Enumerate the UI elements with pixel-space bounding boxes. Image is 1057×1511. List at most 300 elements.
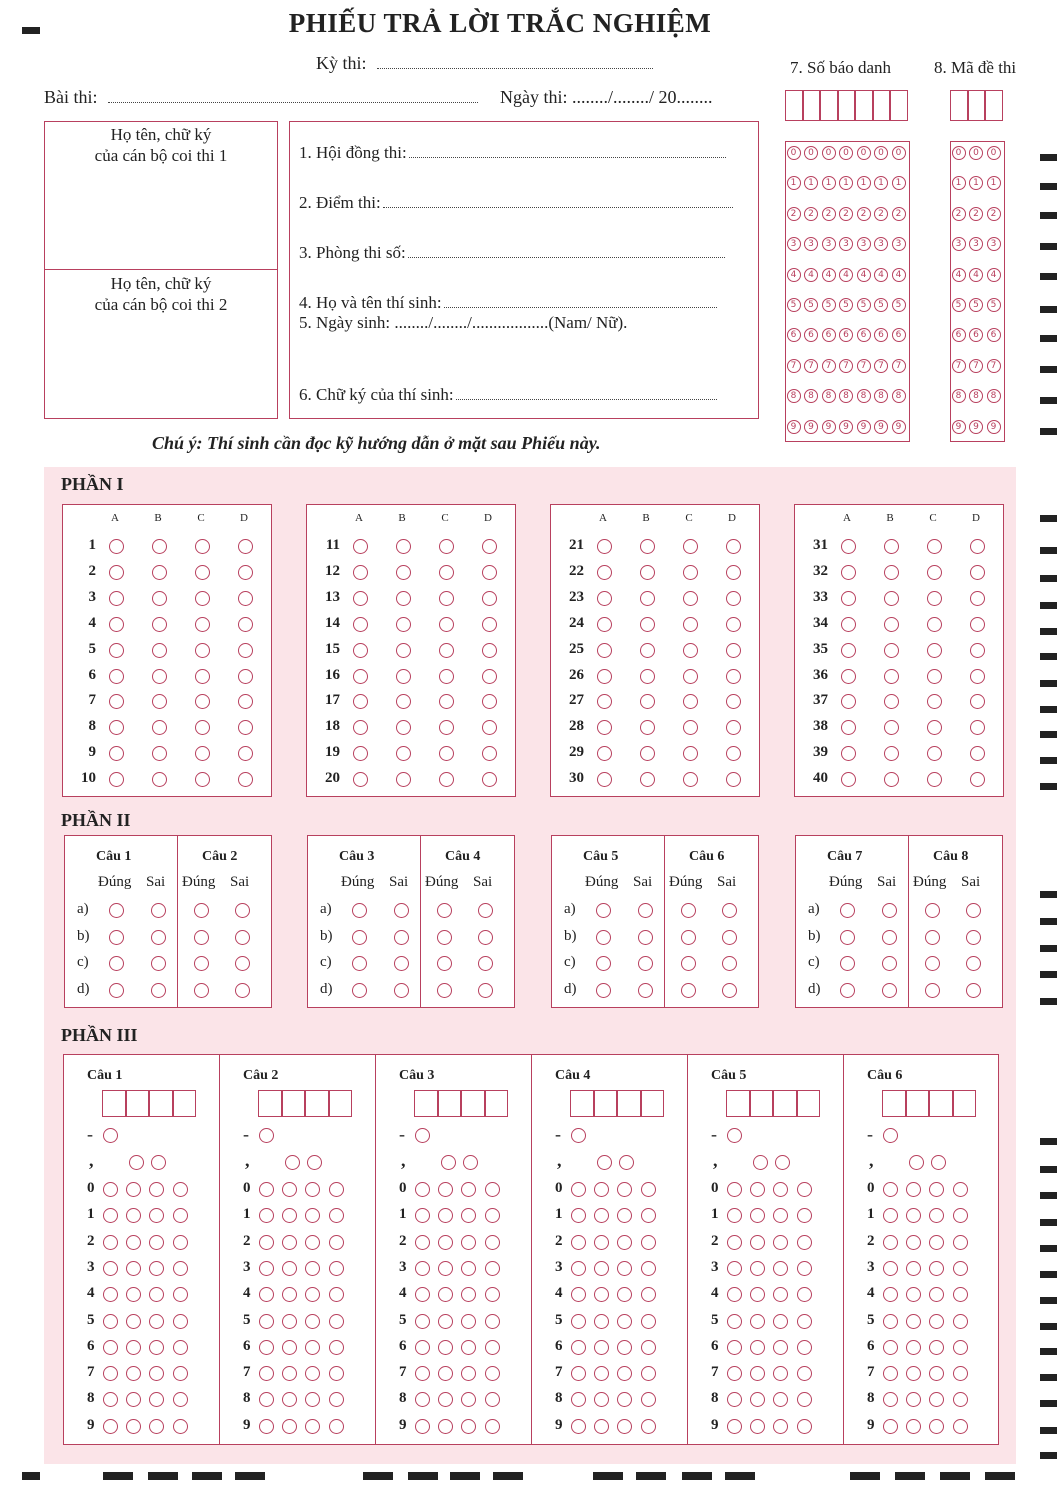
part3-digit-bubble[interactable] bbox=[485, 1392, 500, 1407]
part1-answer-bubble[interactable] bbox=[683, 591, 698, 606]
part1-answer-bubble[interactable] bbox=[152, 591, 167, 606]
part1-answer-bubble[interactable] bbox=[640, 617, 655, 632]
part1-answer-bubble[interactable] bbox=[109, 565, 124, 580]
part3-digit-bubble[interactable] bbox=[727, 1182, 742, 1197]
part3-digit-bubble[interactable] bbox=[329, 1340, 344, 1355]
part3-digit-bubble[interactable] bbox=[149, 1314, 164, 1329]
sbd-digit-bubble[interactable]: 4 bbox=[787, 268, 801, 282]
part3-digit-bubble[interactable] bbox=[727, 1340, 742, 1355]
field-input-line[interactable] bbox=[444, 307, 717, 308]
sbd-digit-bubble[interactable]: 3 bbox=[787, 237, 801, 251]
part3-write-box[interactable] bbox=[641, 1090, 665, 1117]
part1-answer-bubble[interactable] bbox=[439, 565, 454, 580]
part1-answer-bubble[interactable] bbox=[109, 617, 124, 632]
part2-answer-bubble[interactable] bbox=[966, 930, 981, 945]
sbd-digit-bubble[interactable]: 5 bbox=[839, 298, 853, 312]
part2-answer-bubble[interactable] bbox=[437, 983, 452, 998]
part3-digit-bubble[interactable] bbox=[641, 1182, 656, 1197]
sbd-digit-bubble[interactable]: 1 bbox=[857, 176, 871, 190]
sbd-digit-bubble[interactable]: 5 bbox=[822, 298, 836, 312]
sbd-digit-bubble[interactable]: 2 bbox=[857, 207, 871, 221]
part3-digit-bubble[interactable] bbox=[149, 1235, 164, 1250]
part3-digit-bubble[interactable] bbox=[415, 1419, 430, 1434]
part2-answer-bubble[interactable] bbox=[151, 903, 166, 918]
part3-digit-bubble[interactable] bbox=[641, 1261, 656, 1276]
part3-write-box[interactable] bbox=[305, 1090, 329, 1117]
made-digit-bubble[interactable]: 1 bbox=[952, 176, 966, 190]
part1-answer-bubble[interactable] bbox=[195, 772, 210, 787]
part3-digit-bubble[interactable] bbox=[103, 1235, 118, 1250]
made-digit-bubble[interactable]: 5 bbox=[987, 298, 1001, 312]
part2-answer-bubble[interactable] bbox=[235, 956, 250, 971]
part1-answer-bubble[interactable] bbox=[396, 669, 411, 684]
sbd-digit-bubble[interactable]: 3 bbox=[804, 237, 818, 251]
sbd-digit-bubble[interactable]: 8 bbox=[787, 389, 801, 403]
part3-digit-bubble[interactable] bbox=[906, 1235, 921, 1250]
part3-digit-bubble[interactable] bbox=[485, 1366, 500, 1381]
part3-digit-bubble[interactable] bbox=[461, 1235, 476, 1250]
part1-answer-bubble[interactable] bbox=[884, 565, 899, 580]
part3-digit-bubble[interactable] bbox=[329, 1261, 344, 1276]
sbd-digit-bubble[interactable]: 0 bbox=[892, 146, 906, 160]
part1-answer-bubble[interactable] bbox=[640, 539, 655, 554]
part3-digit-bubble[interactable] bbox=[282, 1261, 297, 1276]
sbd-digit-bubble[interactable]: 1 bbox=[822, 176, 836, 190]
part3-digit-bubble[interactable] bbox=[173, 1261, 188, 1276]
part3-digit-bubble[interactable] bbox=[883, 1314, 898, 1329]
part3-digit-bubble[interactable] bbox=[485, 1235, 500, 1250]
sbd-write-box[interactable] bbox=[855, 90, 873, 121]
part2-answer-bubble[interactable] bbox=[194, 983, 209, 998]
part2-answer-bubble[interactable] bbox=[925, 903, 940, 918]
part2-answer-bubble[interactable] bbox=[681, 983, 696, 998]
part3-comma-bubble[interactable] bbox=[909, 1155, 924, 1170]
part3-write-box[interactable] bbox=[750, 1090, 774, 1117]
part3-digit-bubble[interactable] bbox=[126, 1261, 141, 1276]
part1-answer-bubble[interactable] bbox=[683, 539, 698, 554]
sbd-digit-bubble[interactable]: 1 bbox=[874, 176, 888, 190]
part1-answer-bubble[interactable] bbox=[640, 643, 655, 658]
sbd-write-box[interactable] bbox=[838, 90, 856, 121]
part1-answer-bubble[interactable] bbox=[238, 643, 253, 658]
part3-digit-bubble[interactable] bbox=[149, 1419, 164, 1434]
part3-digit-bubble[interactable] bbox=[126, 1235, 141, 1250]
part3-comma-bubble[interactable] bbox=[307, 1155, 322, 1170]
sbd-digit-bubble[interactable]: 5 bbox=[787, 298, 801, 312]
part2-answer-bubble[interactable] bbox=[437, 903, 452, 918]
part3-comma-bubble[interactable] bbox=[775, 1155, 790, 1170]
part3-digit-bubble[interactable] bbox=[594, 1419, 609, 1434]
made-write-box[interactable] bbox=[985, 90, 1003, 121]
part1-answer-bubble[interactable] bbox=[109, 591, 124, 606]
part3-digit-bubble[interactable] bbox=[259, 1182, 274, 1197]
part3-digit-bubble[interactable] bbox=[438, 1235, 453, 1250]
part1-answer-bubble[interactable] bbox=[597, 539, 612, 554]
made-digit-bubble[interactable]: 2 bbox=[969, 207, 983, 221]
part1-answer-bubble[interactable] bbox=[597, 669, 612, 684]
part1-answer-bubble[interactable] bbox=[195, 643, 210, 658]
part3-digit-bubble[interactable] bbox=[103, 1340, 118, 1355]
part1-answer-bubble[interactable] bbox=[927, 539, 942, 554]
sbd-digit-bubble[interactable]: 5 bbox=[892, 298, 906, 312]
part2-answer-bubble[interactable] bbox=[437, 930, 452, 945]
sbd-digit-bubble[interactable]: 9 bbox=[839, 420, 853, 434]
part1-answer-bubble[interactable] bbox=[841, 591, 856, 606]
part1-answer-bubble[interactable] bbox=[841, 565, 856, 580]
part3-digit-bubble[interactable] bbox=[126, 1340, 141, 1355]
part1-answer-bubble[interactable] bbox=[884, 617, 899, 632]
part2-answer-bubble[interactable] bbox=[681, 956, 696, 971]
sbd-digit-bubble[interactable]: 9 bbox=[804, 420, 818, 434]
part1-answer-bubble[interactable] bbox=[597, 591, 612, 606]
sbd-digit-bubble[interactable]: 5 bbox=[857, 298, 871, 312]
part3-digit-bubble[interactable] bbox=[797, 1314, 812, 1329]
field-input-line[interactable] bbox=[408, 257, 725, 258]
part1-answer-bubble[interactable] bbox=[195, 591, 210, 606]
part3-digit-bubble[interactable] bbox=[773, 1419, 788, 1434]
part1-answer-bubble[interactable] bbox=[841, 772, 856, 787]
sbd-digit-bubble[interactable]: 2 bbox=[787, 207, 801, 221]
part1-answer-bubble[interactable] bbox=[152, 643, 167, 658]
made-digit-bubble[interactable]: 7 bbox=[987, 359, 1001, 373]
made-digit-bubble[interactable]: 5 bbox=[969, 298, 983, 312]
part3-digit-bubble[interactable] bbox=[438, 1261, 453, 1276]
part1-answer-bubble[interactable] bbox=[927, 772, 942, 787]
sbd-digit-bubble[interactable]: 2 bbox=[839, 207, 853, 221]
part2-answer-bubble[interactable] bbox=[235, 903, 250, 918]
part3-digit-bubble[interactable] bbox=[750, 1340, 765, 1355]
sbd-digit-bubble[interactable]: 7 bbox=[787, 359, 801, 373]
part3-digit-bubble[interactable] bbox=[126, 1419, 141, 1434]
part3-write-box[interactable] bbox=[773, 1090, 797, 1117]
part1-answer-bubble[interactable] bbox=[195, 565, 210, 580]
part2-answer-bubble[interactable] bbox=[925, 930, 940, 945]
part2-answer-bubble[interactable] bbox=[109, 956, 124, 971]
made-digit-bubble[interactable]: 1 bbox=[987, 176, 1001, 190]
part2-answer-bubble[interactable] bbox=[882, 930, 897, 945]
part3-digit-bubble[interactable] bbox=[329, 1392, 344, 1407]
part1-answer-bubble[interactable] bbox=[970, 539, 985, 554]
sbd-digit-bubble[interactable]: 9 bbox=[892, 420, 906, 434]
part3-digit-bubble[interactable] bbox=[641, 1392, 656, 1407]
part1-answer-bubble[interactable] bbox=[683, 772, 698, 787]
made-digit-bubble[interactable]: 3 bbox=[987, 237, 1001, 251]
part3-write-box[interactable] bbox=[570, 1090, 594, 1117]
part3-comma-bubble[interactable] bbox=[597, 1155, 612, 1170]
part1-answer-bubble[interactable] bbox=[396, 772, 411, 787]
part3-digit-bubble[interactable] bbox=[906, 1419, 921, 1434]
made-digit-bubble[interactable]: 6 bbox=[952, 328, 966, 342]
sbd-digit-bubble[interactable]: 9 bbox=[857, 420, 871, 434]
sbd-digit-bubble[interactable]: 4 bbox=[857, 268, 871, 282]
part2-answer-bubble[interactable] bbox=[596, 956, 611, 971]
part1-answer-bubble[interactable] bbox=[970, 772, 985, 787]
part3-digit-bubble[interactable] bbox=[929, 1235, 944, 1250]
part2-answer-bubble[interactable] bbox=[151, 930, 166, 945]
part3-digit-bubble[interactable] bbox=[282, 1314, 297, 1329]
part1-answer-bubble[interactable] bbox=[238, 591, 253, 606]
part3-digit-bubble[interactable] bbox=[750, 1235, 765, 1250]
part3-digit-bubble[interactable] bbox=[259, 1366, 274, 1381]
part1-answer-bubble[interactable] bbox=[597, 643, 612, 658]
part3-digit-bubble[interactable] bbox=[485, 1340, 500, 1355]
part2-answer-bubble[interactable] bbox=[109, 903, 124, 918]
part3-digit-bubble[interactable] bbox=[773, 1314, 788, 1329]
part1-answer-bubble[interactable] bbox=[152, 669, 167, 684]
part3-digit-bubble[interactable] bbox=[173, 1235, 188, 1250]
part1-answer-bubble[interactable] bbox=[482, 669, 497, 684]
part2-answer-bubble[interactable] bbox=[194, 956, 209, 971]
subject-input-line[interactable] bbox=[108, 102, 478, 103]
part1-answer-bubble[interactable] bbox=[927, 643, 942, 658]
part2-answer-bubble[interactable] bbox=[722, 930, 737, 945]
part3-digit-bubble[interactable] bbox=[329, 1366, 344, 1381]
part3-digit-bubble[interactable] bbox=[173, 1314, 188, 1329]
part2-answer-bubble[interactable] bbox=[638, 903, 653, 918]
part3-write-box[interactable] bbox=[102, 1090, 126, 1117]
part3-write-box[interactable] bbox=[438, 1090, 462, 1117]
part1-answer-bubble[interactable] bbox=[353, 617, 368, 632]
sbd-digit-bubble[interactable]: 1 bbox=[787, 176, 801, 190]
part2-answer-bubble[interactable] bbox=[681, 930, 696, 945]
sbd-digit-bubble[interactable]: 5 bbox=[874, 298, 888, 312]
part3-digit-bubble[interactable] bbox=[173, 1208, 188, 1223]
part3-write-box[interactable] bbox=[258, 1090, 282, 1117]
part2-answer-bubble[interactable] bbox=[194, 930, 209, 945]
part1-answer-bubble[interactable] bbox=[152, 617, 167, 632]
part3-digit-bubble[interactable] bbox=[641, 1419, 656, 1434]
part3-digit-bubble[interactable] bbox=[797, 1392, 812, 1407]
part3-digit-bubble[interactable] bbox=[173, 1182, 188, 1197]
part3-digit-bubble[interactable] bbox=[906, 1314, 921, 1329]
part3-digit-bubble[interactable] bbox=[103, 1182, 118, 1197]
part1-answer-bubble[interactable] bbox=[396, 539, 411, 554]
part3-digit-bubble[interactable] bbox=[953, 1182, 968, 1197]
part1-answer-bubble[interactable] bbox=[238, 669, 253, 684]
part3-digit-bubble[interactable] bbox=[571, 1314, 586, 1329]
part1-answer-bubble[interactable] bbox=[482, 565, 497, 580]
part3-comma-bubble[interactable] bbox=[753, 1155, 768, 1170]
part1-answer-bubble[interactable] bbox=[884, 643, 899, 658]
part2-answer-bubble[interactable] bbox=[966, 903, 981, 918]
made-digit-bubble[interactable]: 3 bbox=[969, 237, 983, 251]
sbd-digit-bubble[interactable]: 0 bbox=[839, 146, 853, 160]
part3-digit-bubble[interactable] bbox=[727, 1261, 742, 1276]
part1-answer-bubble[interactable] bbox=[597, 565, 612, 580]
sbd-digit-bubble[interactable]: 6 bbox=[839, 328, 853, 342]
part1-answer-bubble[interactable] bbox=[970, 617, 985, 632]
part2-answer-bubble[interactable] bbox=[966, 956, 981, 971]
part3-digit-bubble[interactable] bbox=[329, 1235, 344, 1250]
part3-digit-bubble[interactable] bbox=[173, 1340, 188, 1355]
sbd-digit-bubble[interactable]: 4 bbox=[839, 268, 853, 282]
part3-digit-bubble[interactable] bbox=[415, 1366, 430, 1381]
part3-minus-bubble[interactable] bbox=[571, 1128, 586, 1143]
field-input-line[interactable] bbox=[383, 207, 733, 208]
part3-digit-bubble[interactable] bbox=[773, 1235, 788, 1250]
sbd-digit-bubble[interactable]: 7 bbox=[804, 359, 818, 373]
part1-answer-bubble[interactable] bbox=[396, 617, 411, 632]
part2-answer-bubble[interactable] bbox=[478, 930, 493, 945]
part3-digit-bubble[interactable] bbox=[594, 1235, 609, 1250]
part3-digit-bubble[interactable] bbox=[571, 1235, 586, 1250]
part3-write-box[interactable] bbox=[329, 1090, 353, 1117]
part1-answer-bubble[interactable] bbox=[841, 669, 856, 684]
sbd-digit-bubble[interactable]: 9 bbox=[822, 420, 836, 434]
part3-digit-bubble[interactable] bbox=[883, 1366, 898, 1381]
part1-answer-bubble[interactable] bbox=[439, 772, 454, 787]
sbd-digit-bubble[interactable]: 3 bbox=[857, 237, 871, 251]
part3-digit-bubble[interactable] bbox=[797, 1340, 812, 1355]
part1-answer-bubble[interactable] bbox=[841, 617, 856, 632]
part2-answer-bubble[interactable] bbox=[394, 956, 409, 971]
part2-answer-bubble[interactable] bbox=[352, 930, 367, 945]
made-digit-bubble[interactable]: 3 bbox=[952, 237, 966, 251]
sbd-digit-bubble[interactable]: 5 bbox=[804, 298, 818, 312]
part1-answer-bubble[interactable] bbox=[439, 617, 454, 632]
sbd-digit-bubble[interactable]: 2 bbox=[822, 207, 836, 221]
part2-answer-bubble[interactable] bbox=[394, 903, 409, 918]
made-digit-bubble[interactable]: 5 bbox=[952, 298, 966, 312]
made-digit-bubble[interactable]: 1 bbox=[969, 176, 983, 190]
part1-answer-bubble[interactable] bbox=[439, 539, 454, 554]
part3-digit-bubble[interactable] bbox=[883, 1235, 898, 1250]
part3-digit-bubble[interactable] bbox=[415, 1340, 430, 1355]
part2-answer-bubble[interactable] bbox=[235, 983, 250, 998]
made-digit-bubble[interactable]: 8 bbox=[952, 389, 966, 403]
part2-answer-bubble[interactable] bbox=[925, 956, 940, 971]
part1-answer-bubble[interactable] bbox=[353, 643, 368, 658]
sbd-digit-bubble[interactable]: 7 bbox=[839, 359, 853, 373]
made-digit-bubble[interactable]: 8 bbox=[969, 389, 983, 403]
part3-digit-bubble[interactable] bbox=[953, 1235, 968, 1250]
sbd-digit-bubble[interactable]: 3 bbox=[822, 237, 836, 251]
part3-digit-bubble[interactable] bbox=[126, 1314, 141, 1329]
sbd-digit-bubble[interactable]: 8 bbox=[892, 389, 906, 403]
part3-digit-bubble[interactable] bbox=[415, 1182, 430, 1197]
sbd-digit-bubble[interactable]: 6 bbox=[857, 328, 871, 342]
part2-answer-bubble[interactable] bbox=[925, 983, 940, 998]
part3-digit-bubble[interactable] bbox=[594, 1261, 609, 1276]
part3-digit-bubble[interactable] bbox=[797, 1419, 812, 1434]
sbd-digit-bubble[interactable]: 8 bbox=[857, 389, 871, 403]
part3-digit-bubble[interactable] bbox=[797, 1287, 812, 1302]
part1-answer-bubble[interactable] bbox=[152, 565, 167, 580]
sbd-digit-bubble[interactable]: 7 bbox=[874, 359, 888, 373]
sbd-digit-bubble[interactable]: 3 bbox=[839, 237, 853, 251]
part2-answer-bubble[interactable] bbox=[596, 903, 611, 918]
part1-answer-bubble[interactable] bbox=[353, 539, 368, 554]
part3-digit-bubble[interactable] bbox=[797, 1182, 812, 1197]
part1-answer-bubble[interactable] bbox=[238, 539, 253, 554]
part3-minus-bubble[interactable] bbox=[727, 1128, 742, 1143]
sbd-digit-bubble[interactable]: 4 bbox=[822, 268, 836, 282]
part3-write-box[interactable] bbox=[882, 1090, 906, 1117]
part3-digit-bubble[interactable] bbox=[750, 1314, 765, 1329]
sbd-digit-bubble[interactable]: 4 bbox=[874, 268, 888, 282]
sbd-digit-bubble[interactable]: 8 bbox=[804, 389, 818, 403]
made-digit-bubble[interactable]: 9 bbox=[969, 420, 983, 434]
part3-write-box[interactable] bbox=[461, 1090, 485, 1117]
part2-answer-bubble[interactable] bbox=[437, 956, 452, 971]
part1-answer-bubble[interactable] bbox=[152, 772, 167, 787]
exam-input-line[interactable] bbox=[377, 68, 653, 69]
part3-digit-bubble[interactable] bbox=[571, 1419, 586, 1434]
part3-digit-bubble[interactable] bbox=[438, 1419, 453, 1434]
part1-answer-bubble[interactable] bbox=[726, 591, 741, 606]
part3-write-box[interactable] bbox=[126, 1090, 150, 1117]
part3-digit-bubble[interactable] bbox=[485, 1261, 500, 1276]
part3-digit-bubble[interactable] bbox=[641, 1340, 656, 1355]
part1-answer-bubble[interactable] bbox=[841, 643, 856, 658]
part3-comma-bubble[interactable] bbox=[463, 1155, 478, 1170]
sbd-digit-bubble[interactable]: 0 bbox=[804, 146, 818, 160]
part3-write-box[interactable] bbox=[726, 1090, 750, 1117]
part3-write-box[interactable] bbox=[929, 1090, 953, 1117]
part1-answer-bubble[interactable] bbox=[640, 591, 655, 606]
sbd-digit-bubble[interactable]: 8 bbox=[874, 389, 888, 403]
part3-digit-bubble[interactable] bbox=[641, 1314, 656, 1329]
made-digit-bubble[interactable]: 7 bbox=[969, 359, 983, 373]
sbd-digit-bubble[interactable]: 8 bbox=[839, 389, 853, 403]
part1-answer-bubble[interactable] bbox=[640, 669, 655, 684]
part3-digit-bubble[interactable] bbox=[750, 1419, 765, 1434]
made-digit-bubble[interactable]: 6 bbox=[987, 328, 1001, 342]
part1-answer-bubble[interactable] bbox=[109, 539, 124, 554]
made-digit-bubble[interactable]: 8 bbox=[987, 389, 1001, 403]
part2-answer-bubble[interactable] bbox=[882, 956, 897, 971]
part3-digit-bubble[interactable] bbox=[305, 1235, 320, 1250]
part2-answer-bubble[interactable] bbox=[722, 956, 737, 971]
sbd-digit-bubble[interactable]: 4 bbox=[892, 268, 906, 282]
part3-digit-bubble[interactable] bbox=[438, 1340, 453, 1355]
part1-answer-bubble[interactable] bbox=[683, 617, 698, 632]
part1-answer-bubble[interactable] bbox=[884, 772, 899, 787]
part3-digit-bubble[interactable] bbox=[594, 1314, 609, 1329]
part3-digit-bubble[interactable] bbox=[259, 1235, 274, 1250]
part2-answer-bubble[interactable] bbox=[394, 930, 409, 945]
sbd-digit-bubble[interactable]: 8 bbox=[822, 389, 836, 403]
part1-answer-bubble[interactable] bbox=[396, 643, 411, 658]
part1-answer-bubble[interactable] bbox=[353, 669, 368, 684]
sbd-write-box[interactable] bbox=[803, 90, 821, 121]
part3-digit-bubble[interactable] bbox=[415, 1235, 430, 1250]
part3-digit-bubble[interactable] bbox=[641, 1208, 656, 1223]
made-digit-bubble[interactable]: 7 bbox=[952, 359, 966, 373]
part3-digit-bubble[interactable] bbox=[906, 1261, 921, 1276]
part2-answer-bubble[interactable] bbox=[882, 983, 897, 998]
part3-digit-bubble[interactable] bbox=[103, 1314, 118, 1329]
part1-answer-bubble[interactable] bbox=[109, 772, 124, 787]
part1-answer-bubble[interactable] bbox=[970, 669, 985, 684]
field-input-line[interactable] bbox=[456, 399, 717, 400]
part3-digit-bubble[interactable] bbox=[329, 1182, 344, 1197]
sbd-digit-bubble[interactable]: 3 bbox=[874, 237, 888, 251]
part2-answer-bubble[interactable] bbox=[638, 983, 653, 998]
sbd-digit-bubble[interactable]: 9 bbox=[787, 420, 801, 434]
part1-answer-bubble[interactable] bbox=[683, 669, 698, 684]
made-digit-bubble[interactable]: 2 bbox=[987, 207, 1001, 221]
part1-answer-bubble[interactable] bbox=[841, 539, 856, 554]
part2-answer-bubble[interactable] bbox=[840, 983, 855, 998]
sbd-digit-bubble[interactable]: 0 bbox=[822, 146, 836, 160]
part3-digit-bubble[interactable] bbox=[438, 1314, 453, 1329]
part1-answer-bubble[interactable] bbox=[109, 643, 124, 658]
part3-digit-bubble[interactable] bbox=[883, 1182, 898, 1197]
part3-digit-bubble[interactable] bbox=[259, 1314, 274, 1329]
sbd-digit-bubble[interactable]: 0 bbox=[874, 146, 888, 160]
part3-comma-bubble[interactable] bbox=[441, 1155, 456, 1170]
